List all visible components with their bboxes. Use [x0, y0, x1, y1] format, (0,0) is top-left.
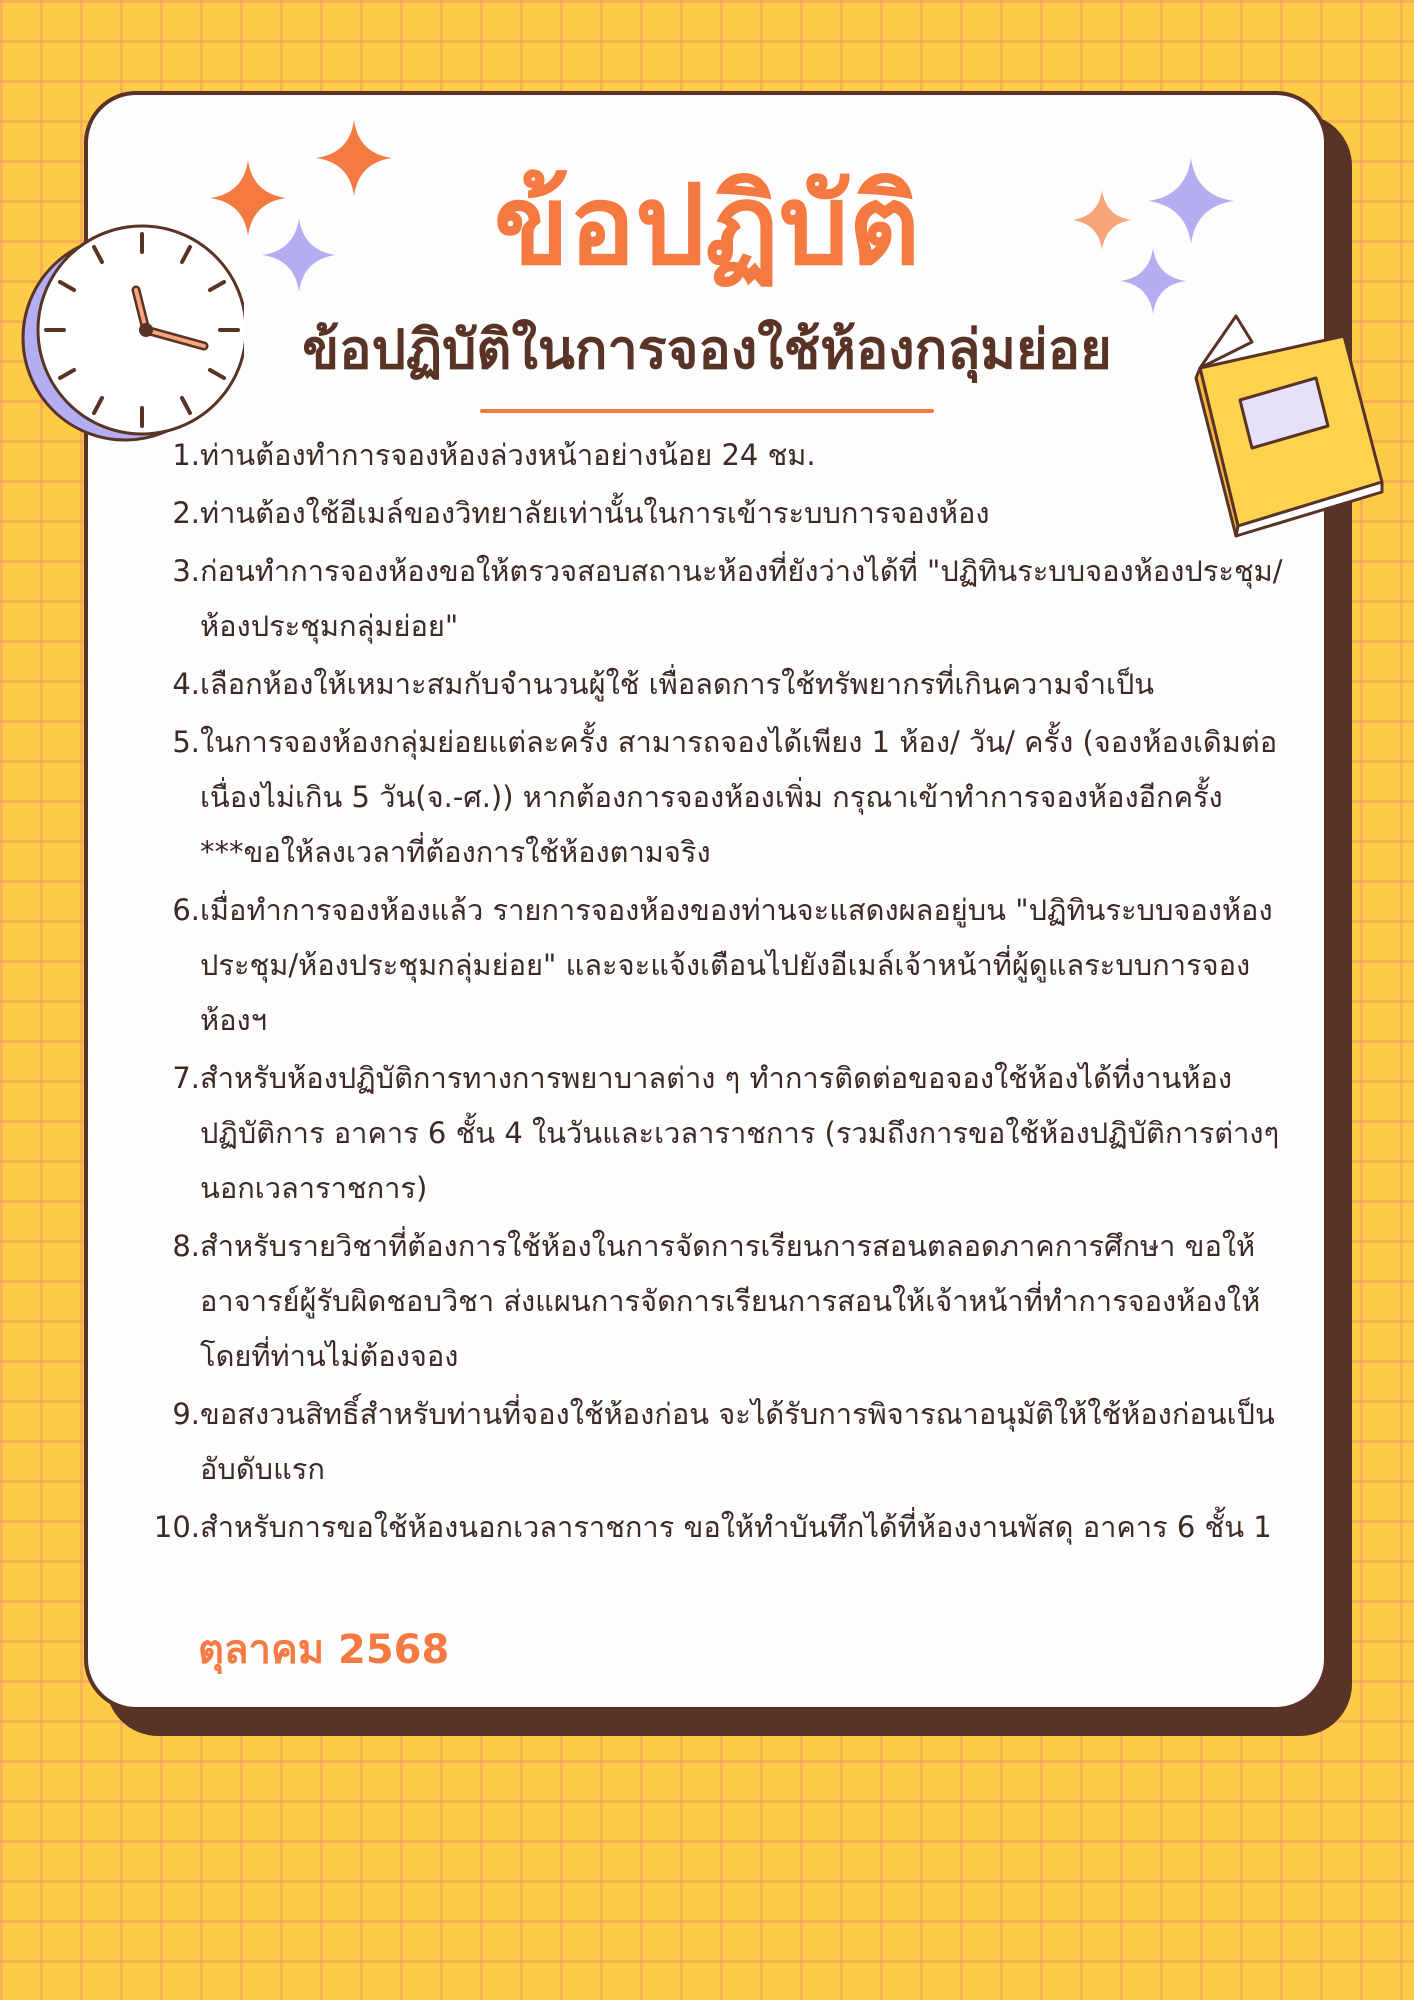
rule-number: 7.: [172, 1061, 200, 1095]
rule-text: ในการจองห้องกลุ่มย่อยแต่ละครั้ง สามารถจองได้เพียง 1 ห้อง/ วัน/ ครั้ง (จองห้องเดิมต่อเนื่องไม่เกิน 5 วัน(จ.-ศ.)) หากต้องการจองห้องเพิ่ม กรุณาเข้าทำการจองห้องอีกครั้ง ***ขอให้ลงเวลาที่ต้องการใช้ห้องตามจริง: [200, 725, 1278, 869]
rule-item: [134, 1051, 1284, 1216]
rule-item: [134, 657, 1284, 712]
rule-text: ท่านต้องทำการจองห้องล่วงหน้าอย่างน้อย 24 ชม.: [200, 438, 816, 472]
rule-number: 8.: [172, 1229, 200, 1263]
rule-number: 10.: [153, 1510, 200, 1544]
rule-item: [134, 428, 1284, 483]
rule-text: สำหรับห้องปฏิบัติการทางการพยาบาลต่าง ๆ ทำการติดต่อขอจองใช้ห้องได้ที่งานห้องปฏิบัติการ อาคาร 6 ชั้น 4 ในวันและเวลาราชการ (รวมถึงการขอใช้ห้องปฏิบัติการต่างๆนอกเวลาราชการ): [200, 1061, 1280, 1205]
rule-item: [134, 486, 1284, 541]
page-subtitle: ข้อปฏิบัติในการจองใช้ห้องกลุ่มย่อย: [302, 318, 1112, 381]
rule-text: ท่านต้องใช้อีเมล์ของวิทยาลัยเท่านั้นในการเข้าระบบการจองห้อง: [200, 496, 990, 530]
rule-item: [134, 1219, 1284, 1384]
rule-item: [134, 544, 1284, 654]
rule-item: [134, 1500, 1284, 1555]
rule-number: 9.: [172, 1397, 200, 1431]
rule-number: 5.: [172, 725, 200, 759]
rules-list: [134, 428, 1284, 1558]
rule-item: [134, 1387, 1284, 1497]
rule-text: ขอสงวนสิทธิ์สำหรับท่านที่จองใช้ห้องก่อน จะได้รับการพิจารณาอนุมัติให้ใช้ห้องก่อนเป็นอับดับแรก: [200, 1397, 1275, 1486]
rule-text: สำหรับการขอใช้ห้องนอกเวลาราชการ ขอให้ทำบันทึกได้ที่ห้องงานพัสดุ อาคาร 6 ชั้น 1: [200, 1510, 1272, 1544]
rule-item: [134, 883, 1284, 1048]
issue-date: ตุลาคม 2568: [198, 1627, 450, 1673]
rule-number: 2.: [172, 496, 200, 530]
page-title: ข้อปฏิบัติ: [493, 161, 921, 289]
rule-number: 1.: [172, 438, 200, 472]
rule-text: เลือกห้องให้เหมาะสมกับจำนวนผู้ใช้ เพื่อลดการใช้ทรัพยากรที่เกินความจำเป็น: [200, 667, 1155, 701]
rule-number: 3.: [172, 554, 200, 588]
rule-text: เมื่อทำการจองห้องแล้ว รายการจองห้องของท่านจะแสดงผลอยู่บน "ปฏิทินระบบจองห้องประชุม/ห้องประชุมกลุ่มย่อย" และจะแจ้งเตือนไปยังอีเมล์เจ้าหน้าที่ผู้ดูแลระบบการจองห้องฯ: [200, 893, 1273, 1037]
rule-text: สำหรับรายวิชาที่ต้องการใช้ห้องในการจัดการเรียนการสอนตลอดภาคการศึกษา ขอให้อาจารย์ผู้รับผิดชอบวิชา ส่งแผนการจัดการเรียนการสอนให้เจ้าหน้าที่ทำการจองห้องให้ โดยที่ท่านไม่ต้องจอง: [200, 1229, 1261, 1373]
title-divider: [480, 409, 934, 413]
rule-number: 4.: [172, 667, 200, 701]
rule-item: [134, 715, 1284, 880]
rule-text: ก่อนทำการจองห้องขอให้ตรวจสอบสถานะห้องที่ยังว่างได้ที่ "ปฏิทินระบบจองห้องประชุม/ ห้องประชุมกลุ่มย่อย": [200, 554, 1283, 643]
rule-number: 6.: [172, 893, 200, 927]
